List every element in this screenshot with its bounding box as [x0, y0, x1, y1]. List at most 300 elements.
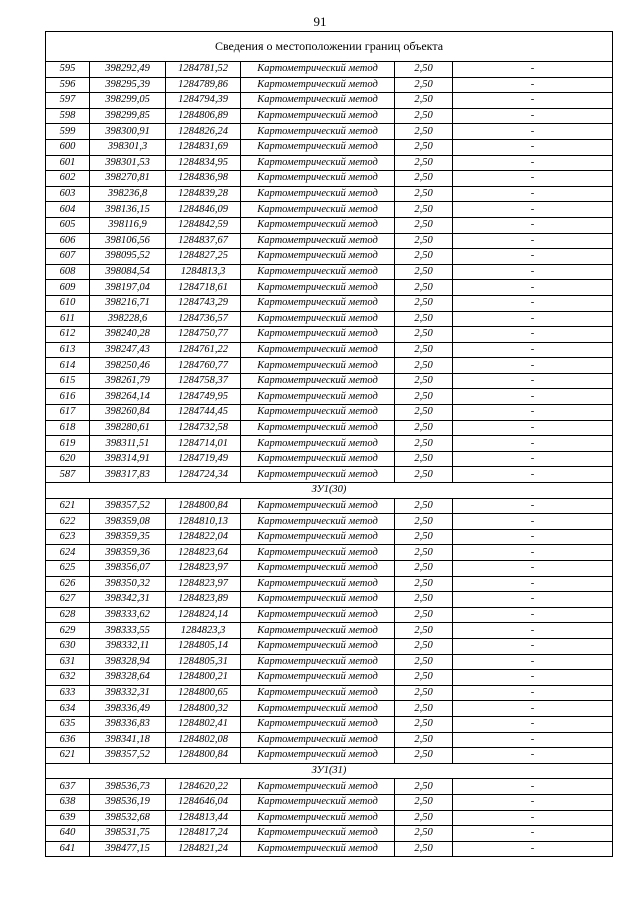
point-number-cell: 587 [46, 467, 90, 483]
accuracy-cell: 2,50 [395, 327, 453, 343]
point-number-cell: 601 [46, 155, 90, 171]
accuracy-cell: 2,50 [395, 202, 453, 218]
description-cell: - [453, 794, 613, 810]
description-cell: - [453, 514, 613, 530]
accuracy-cell: 2,50 [395, 529, 453, 545]
coord-y-cell: 1284805,31 [166, 654, 241, 670]
coord-x-cell: 398299,85 [90, 108, 166, 124]
accuracy-cell: 2,50 [395, 576, 453, 592]
description-cell: - [453, 701, 613, 717]
description-cell: - [453, 124, 613, 140]
coord-y-cell: 1284805,14 [166, 638, 241, 654]
description-cell: - [453, 748, 613, 764]
section-label: ЗУ1(31) [46, 763, 613, 779]
coord-x-cell: 398250,46 [90, 358, 166, 374]
description-cell: - [453, 202, 613, 218]
table-row [46, 202, 613, 218]
accuracy-cell: 2,50 [395, 545, 453, 561]
table-row [46, 171, 613, 187]
method-cell: Картометрический метод [241, 794, 395, 810]
accuracy-cell: 2,50 [395, 217, 453, 233]
description-cell: - [453, 467, 613, 483]
description-cell: - [453, 93, 613, 109]
method-cell: Картометрический метод [241, 389, 395, 405]
point-number-cell: 631 [46, 654, 90, 670]
accuracy-cell: 2,50 [395, 514, 453, 530]
table-row [46, 576, 613, 592]
table-row [46, 327, 613, 343]
coord-x-cell: 398536,19 [90, 794, 166, 810]
point-number-cell: 595 [46, 62, 90, 78]
coord-y-cell: 1284802,08 [166, 732, 241, 748]
table-row [46, 623, 613, 639]
point-number-cell: 620 [46, 451, 90, 467]
coord-x-cell: 398356,07 [90, 561, 166, 577]
coord-x-cell: 398197,04 [90, 280, 166, 296]
point-number-cell: 624 [46, 545, 90, 561]
point-number-cell: 632 [46, 670, 90, 686]
point-number-cell: 612 [46, 327, 90, 343]
method-cell: Картометрический метод [241, 124, 395, 140]
table-row [46, 592, 613, 608]
point-number-cell: 603 [46, 186, 90, 202]
coord-y-cell: 1284813,44 [166, 810, 241, 826]
accuracy-cell: 2,50 [395, 498, 453, 514]
point-number-cell: 635 [46, 716, 90, 732]
coord-y-cell: 1284823,64 [166, 545, 241, 561]
table-row [46, 654, 613, 670]
point-number-cell: 628 [46, 607, 90, 623]
accuracy-cell: 2,50 [395, 467, 453, 483]
table-row [46, 186, 613, 202]
accuracy-cell: 2,50 [395, 155, 453, 171]
table-row [46, 826, 613, 842]
accuracy-cell: 2,50 [395, 716, 453, 732]
method-cell: Картометрический метод [241, 826, 395, 842]
coord-x-cell: 398341,18 [90, 732, 166, 748]
table-row [46, 748, 613, 764]
description-cell: - [453, 295, 613, 311]
coord-y-cell: 1284743,29 [166, 295, 241, 311]
method-cell: Картометрический метод [241, 670, 395, 686]
coord-y-cell: 1284714,01 [166, 436, 241, 452]
table-row [46, 295, 613, 311]
coord-x-cell: 398116,9 [90, 217, 166, 233]
table-row [46, 841, 613, 857]
coord-x-cell: 398216,71 [90, 295, 166, 311]
accuracy-cell: 2,50 [395, 561, 453, 577]
coord-y-cell: 1284810,13 [166, 514, 241, 530]
method-cell: Картометрический метод [241, 186, 395, 202]
coord-x-cell: 398333,55 [90, 623, 166, 639]
coord-x-cell: 398357,52 [90, 498, 166, 514]
table-row [46, 77, 613, 93]
coord-x-cell: 398292,49 [90, 62, 166, 78]
point-number-cell: 621 [46, 498, 90, 514]
description-cell: - [453, 373, 613, 389]
coord-x-cell: 398228,6 [90, 311, 166, 327]
table-row [46, 779, 613, 795]
description-cell: - [453, 654, 613, 670]
table-row [46, 732, 613, 748]
point-number-cell: 640 [46, 826, 90, 842]
point-number-cell: 605 [46, 217, 90, 233]
point-number-cell: 610 [46, 295, 90, 311]
point-number-cell: 625 [46, 561, 90, 577]
description-cell: - [453, 139, 613, 155]
accuracy-cell: 2,50 [395, 701, 453, 717]
method-cell: Картометрический метод [241, 436, 395, 452]
point-number-cell: 616 [46, 389, 90, 405]
coord-x-cell: 398531,75 [90, 826, 166, 842]
description-cell: - [453, 638, 613, 654]
description-cell: - [453, 62, 613, 78]
description-cell: - [453, 779, 613, 795]
point-number-cell: 599 [46, 124, 90, 140]
method-cell: Картометрический метод [241, 841, 395, 857]
method-cell: Картометрический метод [241, 155, 395, 171]
method-cell: Картометрический метод [241, 701, 395, 717]
coord-y-cell: 1284824,14 [166, 607, 241, 623]
coord-y-cell: 1284719,49 [166, 451, 241, 467]
description-cell: - [453, 607, 613, 623]
coord-y-cell: 1284732,58 [166, 420, 241, 436]
accuracy-cell: 2,50 [395, 685, 453, 701]
description-cell: - [453, 592, 613, 608]
coord-y-cell: 1284806,89 [166, 108, 241, 124]
accuracy-cell: 2,50 [395, 654, 453, 670]
description-cell: - [453, 233, 613, 249]
coord-x-cell: 398342,31 [90, 592, 166, 608]
point-number-cell: 617 [46, 405, 90, 421]
accuracy-cell: 2,50 [395, 810, 453, 826]
coord-x-cell: 398299,05 [90, 93, 166, 109]
method-cell: Картометрический метод [241, 311, 395, 327]
table-row [46, 514, 613, 530]
coord-x-cell: 398261,79 [90, 373, 166, 389]
boundary-coordinates-table [45, 31, 613, 857]
table-row [46, 358, 613, 374]
coord-x-cell: 398336,83 [90, 716, 166, 732]
table-row [46, 685, 613, 701]
table-row [46, 233, 613, 249]
coord-x-cell: 398106,56 [90, 233, 166, 249]
method-cell: Картометрический метод [241, 217, 395, 233]
method-cell: Картометрический метод [241, 561, 395, 577]
coord-y-cell: 1284758,37 [166, 373, 241, 389]
table-body [46, 32, 613, 857]
accuracy-cell: 2,50 [395, 779, 453, 795]
coord-x-cell: 398280,61 [90, 420, 166, 436]
accuracy-cell: 2,50 [395, 451, 453, 467]
coord-y-cell: 1284823,3 [166, 623, 241, 639]
table-row [46, 264, 613, 280]
coord-x-cell: 398359,35 [90, 529, 166, 545]
coord-x-cell: 398357,52 [90, 748, 166, 764]
table-row [46, 342, 613, 358]
method-cell: Картометрический метод [241, 623, 395, 639]
method-cell: Картометрический метод [241, 202, 395, 218]
description-cell: - [453, 249, 613, 265]
table-row [46, 311, 613, 327]
accuracy-cell: 2,50 [395, 77, 453, 93]
coord-y-cell: 1284646,04 [166, 794, 241, 810]
point-number-cell: 634 [46, 701, 90, 717]
point-number-cell: 596 [46, 77, 90, 93]
accuracy-cell: 2,50 [395, 826, 453, 842]
coord-y-cell: 1284800,84 [166, 498, 241, 514]
method-cell: Картометрический метод [241, 249, 395, 265]
coord-y-cell: 1284749,95 [166, 389, 241, 405]
table-row [46, 794, 613, 810]
description-cell: - [453, 529, 613, 545]
coord-x-cell: 398333,62 [90, 607, 166, 623]
method-cell: Картометрический метод [241, 467, 395, 483]
description-cell: - [453, 545, 613, 561]
accuracy-cell: 2,50 [395, 311, 453, 327]
point-number-cell: 630 [46, 638, 90, 654]
coord-x-cell: 398247,43 [90, 342, 166, 358]
table-row [46, 545, 613, 561]
description-cell: - [453, 451, 613, 467]
coord-x-cell: 398260,84 [90, 405, 166, 421]
table-row [46, 62, 613, 78]
section-header-row [46, 483, 613, 499]
coord-x-cell: 398270,81 [90, 171, 166, 187]
table-row [46, 93, 613, 109]
point-number-cell: 598 [46, 108, 90, 124]
method-cell: Картометрический метод [241, 498, 395, 514]
point-number-cell: 641 [46, 841, 90, 857]
table-title: Сведения о местоположении границ объекта [46, 32, 613, 62]
coord-y-cell: 1284724,34 [166, 467, 241, 483]
coord-x-cell: 398350,32 [90, 576, 166, 592]
coord-y-cell: 1284846,09 [166, 202, 241, 218]
method-cell: Картометрический метод [241, 576, 395, 592]
coord-y-cell: 1284831,69 [166, 139, 241, 155]
coord-y-cell: 1284837,67 [166, 233, 241, 249]
method-cell: Картометрический метод [241, 93, 395, 109]
accuracy-cell: 2,50 [395, 249, 453, 265]
accuracy-cell: 2,50 [395, 93, 453, 109]
point-number-cell: 606 [46, 233, 90, 249]
description-cell: - [453, 685, 613, 701]
accuracy-cell: 2,50 [395, 592, 453, 608]
description-cell: - [453, 264, 613, 280]
method-cell: Картометрический метод [241, 373, 395, 389]
description-cell: - [453, 826, 613, 842]
accuracy-cell: 2,50 [395, 607, 453, 623]
point-number-cell: 619 [46, 436, 90, 452]
method-cell: Картометрический метод [241, 451, 395, 467]
coord-y-cell: 1284800,84 [166, 748, 241, 764]
coord-x-cell: 398328,94 [90, 654, 166, 670]
method-cell: Картометрический метод [241, 77, 395, 93]
coord-x-cell: 398084,54 [90, 264, 166, 280]
section-label: ЗУ1(30) [46, 483, 613, 499]
method-cell: Картометрический метод [241, 264, 395, 280]
accuracy-cell: 2,50 [395, 373, 453, 389]
coord-y-cell: 1284817,24 [166, 826, 241, 842]
point-number-cell: 636 [46, 732, 90, 748]
point-number-cell: 609 [46, 280, 90, 296]
coord-y-cell: 1284821,24 [166, 841, 241, 857]
coord-y-cell: 1284826,24 [166, 124, 241, 140]
page-number: 91 [313, 14, 327, 29]
coord-x-cell: 398240,28 [90, 327, 166, 343]
accuracy-cell: 2,50 [395, 670, 453, 686]
table-row [46, 467, 613, 483]
method-cell: Картометрический метод [241, 405, 395, 421]
coord-y-cell: 1284813,3 [166, 264, 241, 280]
table-row [46, 436, 613, 452]
coord-y-cell: 1284761,22 [166, 342, 241, 358]
accuracy-cell: 2,50 [395, 748, 453, 764]
point-number-cell: 597 [46, 93, 90, 109]
description-cell: - [453, 498, 613, 514]
point-number-cell: 600 [46, 139, 90, 155]
accuracy-cell: 2,50 [395, 405, 453, 421]
method-cell: Картометрический метод [241, 810, 395, 826]
method-cell: Картометрический метод [241, 327, 395, 343]
description-cell: - [453, 108, 613, 124]
accuracy-cell: 2,50 [395, 342, 453, 358]
point-number-cell: 623 [46, 529, 90, 545]
point-number-cell: 638 [46, 794, 90, 810]
method-cell: Картометрический метод [241, 514, 395, 530]
point-number-cell: 614 [46, 358, 90, 374]
table-row [46, 405, 613, 421]
description-cell: - [453, 77, 613, 93]
coord-x-cell: 398264,14 [90, 389, 166, 405]
method-cell: Картометрический метод [241, 732, 395, 748]
description-cell: - [453, 327, 613, 343]
point-number-cell: 607 [46, 249, 90, 265]
coord-y-cell: 1284781,52 [166, 62, 241, 78]
table-row [46, 124, 613, 140]
method-cell: Картометрический метод [241, 62, 395, 78]
description-cell: - [453, 280, 613, 296]
method-cell: Картометрический метод [241, 280, 395, 296]
accuracy-cell: 2,50 [395, 436, 453, 452]
coord-x-cell: 398311,51 [90, 436, 166, 452]
method-cell: Картометрический метод [241, 342, 395, 358]
description-cell: - [453, 311, 613, 327]
coord-x-cell: 398301,3 [90, 139, 166, 155]
method-cell: Картометрический метод [241, 171, 395, 187]
accuracy-cell: 2,50 [395, 389, 453, 405]
description-cell: - [453, 810, 613, 826]
description-cell: - [453, 670, 613, 686]
table-row [46, 420, 613, 436]
table-row [46, 108, 613, 124]
coord-y-cell: 1284834,95 [166, 155, 241, 171]
accuracy-cell: 2,50 [395, 732, 453, 748]
coord-x-cell: 398532,68 [90, 810, 166, 826]
coord-y-cell: 1284794,39 [166, 93, 241, 109]
coord-x-cell: 398236,8 [90, 186, 166, 202]
description-cell: - [453, 623, 613, 639]
coord-y-cell: 1284823,97 [166, 576, 241, 592]
method-cell: Картометрический метод [241, 295, 395, 311]
point-number-cell: 622 [46, 514, 90, 530]
description-cell: - [453, 155, 613, 171]
coord-y-cell: 1284620,22 [166, 779, 241, 795]
point-number-cell: 621 [46, 748, 90, 764]
coord-y-cell: 1284823,89 [166, 592, 241, 608]
coord-x-cell: 398359,08 [90, 514, 166, 530]
point-number-cell: 639 [46, 810, 90, 826]
coord-x-cell: 398536,73 [90, 779, 166, 795]
description-cell: - [453, 716, 613, 732]
coord-y-cell: 1284836,98 [166, 171, 241, 187]
method-cell: Картометрический метод [241, 420, 395, 436]
coord-x-cell: 398136,15 [90, 202, 166, 218]
accuracy-cell: 2,50 [395, 186, 453, 202]
accuracy-cell: 2,50 [395, 280, 453, 296]
point-number-cell: 615 [46, 373, 90, 389]
coord-y-cell: 1284827,25 [166, 249, 241, 265]
description-cell: - [453, 436, 613, 452]
method-cell: Картометрический метод [241, 233, 395, 249]
method-cell: Картометрический метод [241, 358, 395, 374]
accuracy-cell: 2,50 [395, 108, 453, 124]
coord-y-cell: 1284800,21 [166, 670, 241, 686]
section-header-row [46, 763, 613, 779]
coord-x-cell: 398477,15 [90, 841, 166, 857]
point-number-cell: 618 [46, 420, 90, 436]
coord-y-cell: 1284839,28 [166, 186, 241, 202]
point-number-cell: 611 [46, 311, 90, 327]
table-row [46, 701, 613, 717]
accuracy-cell: 2,50 [395, 420, 453, 436]
coord-x-cell: 398328,64 [90, 670, 166, 686]
accuracy-cell: 2,50 [395, 841, 453, 857]
accuracy-cell: 2,50 [395, 264, 453, 280]
coord-y-cell: 1284800,32 [166, 701, 241, 717]
table-row [46, 607, 613, 623]
point-number-cell: 629 [46, 623, 90, 639]
accuracy-cell: 2,50 [395, 139, 453, 155]
coord-y-cell: 1284718,61 [166, 280, 241, 296]
coord-x-cell: 398095,52 [90, 249, 166, 265]
method-cell: Картометрический метод [241, 607, 395, 623]
accuracy-cell: 2,50 [395, 171, 453, 187]
method-cell: Картометрический метод [241, 545, 395, 561]
description-cell: - [453, 420, 613, 436]
table-row [46, 561, 613, 577]
coord-y-cell: 1284842,59 [166, 217, 241, 233]
coord-x-cell: 398317,83 [90, 467, 166, 483]
method-cell: Картометрический метод [241, 592, 395, 608]
coord-x-cell: 398301,53 [90, 155, 166, 171]
method-cell: Картометрический метод [241, 638, 395, 654]
coord-y-cell: 1284802,41 [166, 716, 241, 732]
description-cell: - [453, 576, 613, 592]
coord-y-cell: 1284822,04 [166, 529, 241, 545]
method-cell: Картометрический метод [241, 529, 395, 545]
table-row [46, 217, 613, 233]
coord-y-cell: 1284789,86 [166, 77, 241, 93]
description-cell: - [453, 171, 613, 187]
point-number-cell: 602 [46, 171, 90, 187]
accuracy-cell: 2,50 [395, 124, 453, 140]
table-row [46, 810, 613, 826]
description-cell: - [453, 342, 613, 358]
table-row [46, 451, 613, 467]
point-number-cell: 608 [46, 264, 90, 280]
coord-x-cell: 398295,39 [90, 77, 166, 93]
